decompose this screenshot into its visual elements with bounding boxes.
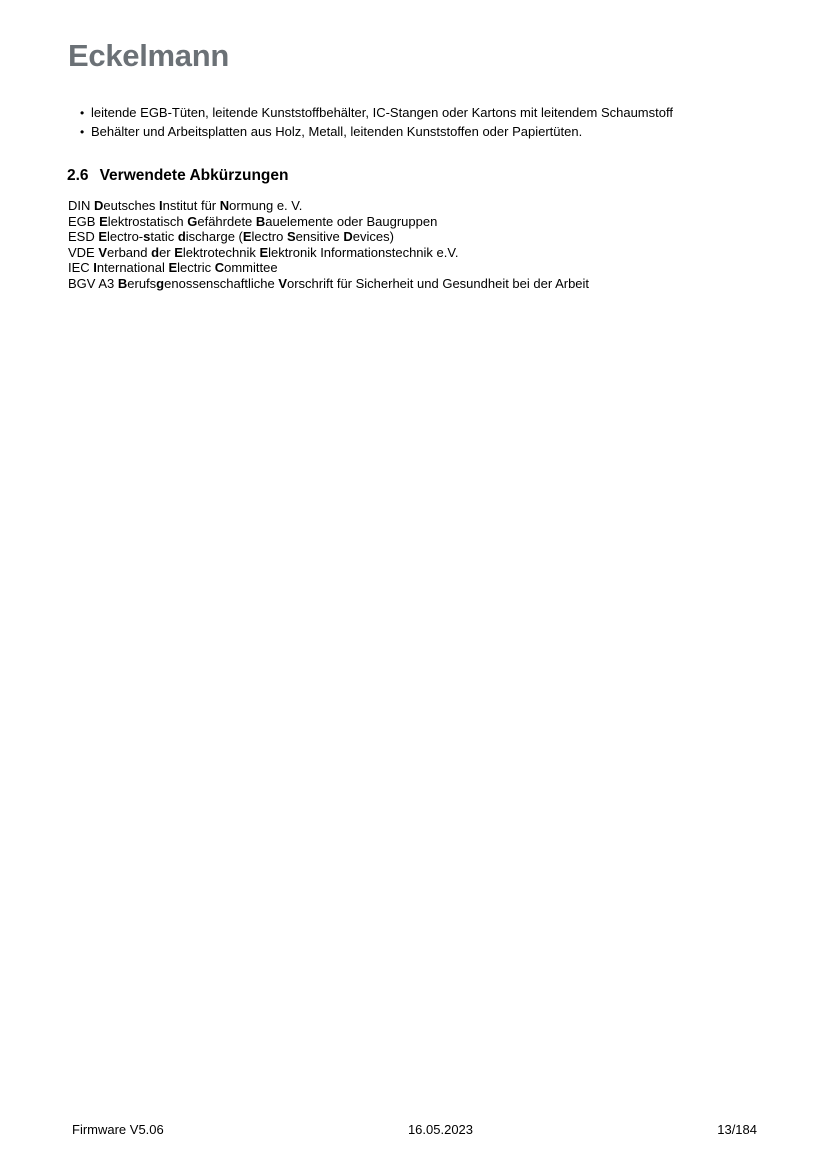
bullet-icon: • [80, 106, 85, 120]
intro-bullet-list [80, 104, 673, 141]
section-number: 2.6 [67, 167, 89, 184]
bullet-text: leitende EGB-Tüten, leitende Kunststoffbehälter, IC-Stangen oder Kartons mit leitendem Schaumstoff [91, 105, 673, 120]
list-item [80, 123, 673, 142]
page-footer [0, 1122, 827, 1137]
abbreviation-line: DIN Deutsches Institut für Normung e. V. [68, 198, 303, 213]
section-heading [67, 167, 288, 185]
abbreviation-line: BGV A3 Berufsgenossenschaftliche Vorschrift für Sicherheit und Gesundheit bei der Arbeit [68, 275, 590, 291]
list-item [80, 104, 673, 123]
bullet-icon: • [80, 124, 85, 139]
footer-firmware-version: Firmware V5.06 [72, 1122, 164, 1137]
abbreviation-line: EGB Elektrostatisch Gefährdete Bauelemente oder Baugruppen [68, 213, 438, 229]
eckelmann-logo: Eckelmann [68, 38, 229, 73]
footer-page-number: 13/184 [717, 1122, 757, 1137]
footer-date: 16.05.2023 [407, 1122, 474, 1137]
abbreviation-list [68, 198, 589, 292]
bullet-text: Behälter und Arbeitsplatten aus Holz, Metall, leitenden Kunststoffen oder Papiertüten. [91, 123, 583, 139]
abbreviation-line: IEC International Electric Committee [68, 260, 278, 276]
abbreviation-line: ESD Electro-static discharge (Electro Sensitive Devices) [68, 229, 394, 245]
section-title: Verwendete Abkürzungen [99, 167, 289, 184]
abbreviation-line: VDE Verband der Elektrotechnik Elektronik Informationstechnik e.V. [68, 244, 459, 260]
